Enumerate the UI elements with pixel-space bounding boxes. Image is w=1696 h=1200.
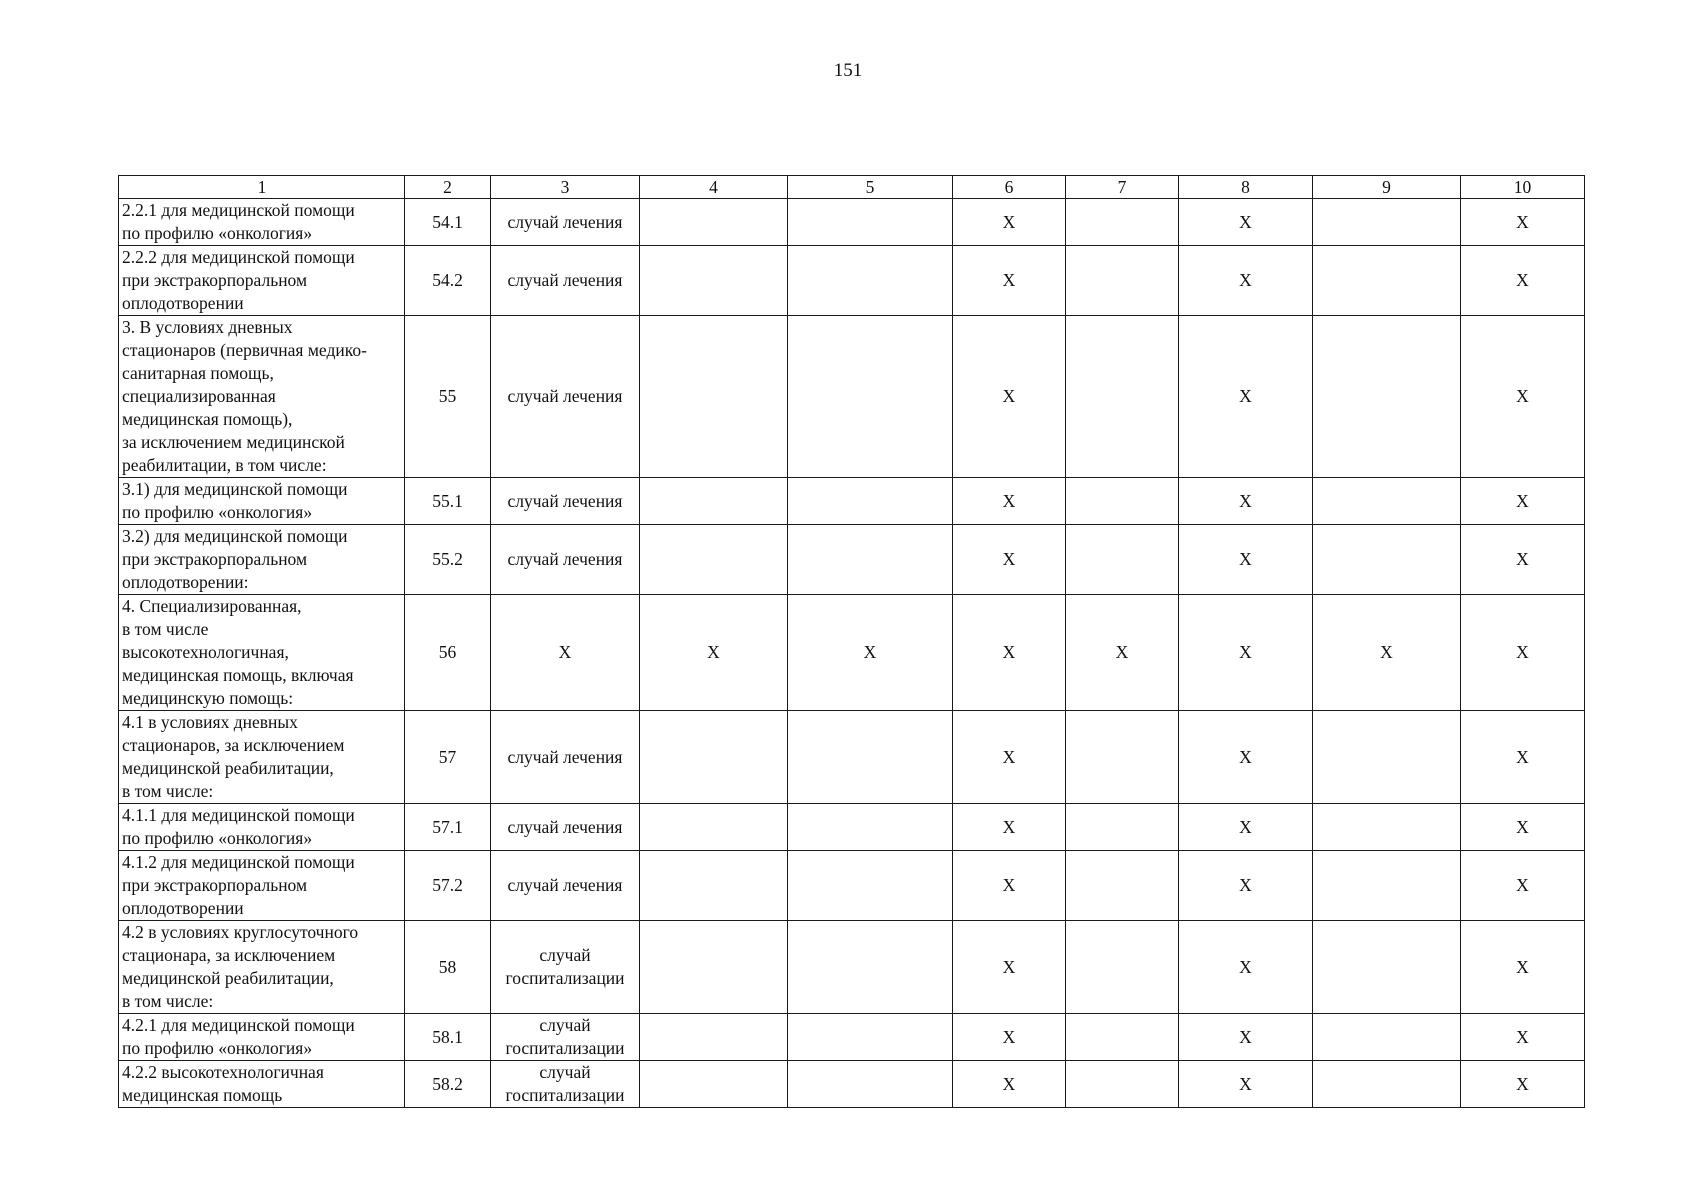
table-cell-col-10 [1461, 711, 1585, 804]
table-cell-col-3 [491, 1061, 640, 1108]
cell-text: X [1516, 211, 1529, 232]
cell-text: X [1516, 1073, 1529, 1094]
table-cell-col-1 [119, 851, 405, 921]
data-table [118, 175, 1585, 1108]
table-cell-col-7 [1066, 316, 1179, 478]
table-cell-col-2 [405, 316, 491, 478]
table-cell-col-2 [405, 525, 491, 595]
table-cell-col-3 [491, 921, 640, 1014]
cell-text: 2.2.2 для медицинской помощи при экстракорпоральном оплодотворении [122, 247, 355, 313]
cell-text: X [1002, 746, 1016, 767]
table-cell-col-9 [1313, 1014, 1461, 1061]
cell-text: X [1516, 549, 1529, 569]
table-cell-col-4 [640, 316, 788, 478]
table-cell-col-1 [119, 478, 405, 525]
table-cell-col-10 [1461, 1014, 1585, 1061]
table-cell-col-6 [953, 525, 1066, 595]
table-cell-col-7 [1066, 246, 1179, 316]
cell-text: X [1516, 386, 1529, 406]
table-cell-col-3 [491, 804, 640, 851]
table-cell-col-8 [1179, 595, 1313, 711]
table-cell-col-7 [1066, 804, 1179, 851]
table-cell-col-2 [405, 921, 491, 1014]
page-number: 151 [833, 60, 863, 81]
table-cell-col-10 [1461, 246, 1585, 316]
cell-text: X [1516, 270, 1529, 290]
table-cell-col-5 [788, 1061, 953, 1108]
table-cell-col-5 [788, 199, 953, 246]
table-cell-col-4 [640, 246, 788, 316]
cell-text: случай лечения [507, 490, 623, 511]
cell-text: X [1516, 956, 1529, 977]
cell-text: 4.2.2 высокотехнологичная медицинская помощь [122, 1062, 324, 1105]
table-row [119, 1061, 1585, 1108]
cell-text: X [558, 642, 572, 662]
table-cell-col-2 [405, 711, 491, 804]
table-cell-col-10 [1461, 851, 1585, 921]
table-cell-col-9 [1313, 1061, 1461, 1108]
cell-text: X [1239, 746, 1252, 767]
table-cell-col-9 [1313, 478, 1461, 525]
cell-text: X [1239, 1073, 1252, 1094]
cell-text: 4.1.1 для медицинской помощи по профилю «онкология» [122, 805, 355, 848]
header-cell-col-3: 3 [491, 176, 640, 199]
table-cell-col-10 [1461, 804, 1585, 851]
cell-text: 56 [438, 642, 457, 662]
table-cell-col-10 [1461, 316, 1585, 478]
cell-text: X [1516, 490, 1529, 511]
cell-text: 54.2 [432, 270, 463, 290]
cell-text: X [1239, 642, 1252, 662]
table-cell-col-1 [119, 246, 405, 316]
cell-text: случай лечения [507, 875, 623, 895]
table-cell-col-2 [405, 804, 491, 851]
table-cell-col-7 [1066, 478, 1179, 525]
table-cell-col-5 [788, 525, 953, 595]
cell-text: X [1239, 211, 1252, 232]
cell-text: X [1239, 386, 1252, 406]
table-cell-col-7 [1066, 921, 1179, 1014]
table-cell-col-10 [1461, 478, 1585, 525]
cell-text: случай госпитализации [505, 1015, 625, 1058]
cell-text: X [1516, 875, 1529, 895]
table-cell-col-7 [1066, 1014, 1179, 1061]
table-cell-col-7 [1066, 525, 1179, 595]
cell-text: 57.1 [432, 816, 463, 837]
table-cell-col-2 [405, 851, 491, 921]
table-cell-col-1 [119, 316, 405, 478]
table-cell-col-6 [953, 199, 1066, 246]
cell-text: случай лечения [507, 270, 623, 290]
table-cell-col-10 [1461, 595, 1585, 711]
header-cell-col-10: 10 [1461, 176, 1585, 199]
table-cell-col-6 [953, 804, 1066, 851]
cell-text: 58.1 [432, 1026, 463, 1047]
table-cell-col-1 [119, 595, 405, 711]
table-cell-col-8 [1179, 316, 1313, 478]
table-cell-col-3 [491, 316, 640, 478]
cell-text: 4.1.2 для медицинской помощи при экстракорпоральном оплодотворении [122, 852, 355, 918]
table-cell-col-4 [640, 478, 788, 525]
header-cell-col-1: 1 [119, 176, 405, 199]
cell-text: X [1239, 490, 1252, 511]
table-cell-col-10 [1461, 199, 1585, 246]
table-cell-col-9 [1313, 851, 1461, 921]
table-cell-col-6 [953, 316, 1066, 478]
table-cell-col-4 [640, 199, 788, 246]
cell-text: 55 [438, 386, 457, 406]
table-cell-col-8 [1179, 921, 1313, 1014]
table-row [119, 525, 1585, 595]
table-cell-col-3 [491, 478, 640, 525]
table-cell-col-8 [1179, 199, 1313, 246]
cell-text: 4.1 в условиях дневных стационаров, за исключением медицинской реабилитации, в том числе: [122, 712, 345, 801]
table-cell-col-4 [640, 921, 788, 1014]
table-cell-col-6 [953, 1014, 1066, 1061]
cell-text: X [1002, 1026, 1016, 1047]
header-cell-col-9: 9 [1313, 176, 1461, 199]
table-row [119, 804, 1585, 851]
table-cell-col-8 [1179, 246, 1313, 316]
cell-text: случай лечения [507, 816, 623, 837]
table-cell-col-1 [119, 199, 405, 246]
cell-text: случай госпитализации [505, 945, 625, 988]
table-cell-col-4 [640, 525, 788, 595]
table-cell-col-4 [640, 1061, 788, 1108]
table-cell-col-5 [788, 851, 953, 921]
cell-text: X [1516, 1026, 1529, 1047]
table-cell-col-7 [1066, 711, 1179, 804]
table-cell-col-5 [788, 478, 953, 525]
table-cell-col-1 [119, 711, 405, 804]
table-cell-col-1 [119, 1014, 405, 1061]
cell-text: 3. В условиях дневных стационаров (первичная медико- санитарная помощь, специализированная медицинская помощь), за исключением медицинской реабилитации, в том числе: [122, 317, 367, 475]
table-cell-col-6 [953, 478, 1066, 525]
cell-text: 4.2.1 для медицинской помощи по профилю «онкология» [122, 1015, 355, 1058]
cell-text: X [1002, 956, 1016, 977]
table-cell-col-4 [640, 851, 788, 921]
cell-text: X [1002, 816, 1016, 837]
table-cell-col-5 [788, 595, 953, 711]
cell-text: X [707, 642, 720, 662]
table-cell-col-5 [788, 921, 953, 1014]
table-cell-col-2 [405, 1014, 491, 1061]
cell-text: X [1516, 816, 1529, 837]
table-row [119, 595, 1585, 711]
table-cell-col-9 [1313, 199, 1461, 246]
table-cell-col-8 [1179, 851, 1313, 921]
table-cell-col-6 [953, 246, 1066, 316]
table-row [119, 711, 1585, 804]
table-cell-col-3 [491, 525, 640, 595]
table-cell-col-5 [788, 1014, 953, 1061]
cell-text: случай лечения [507, 211, 623, 232]
table-row [119, 478, 1585, 525]
header-cell-col-4: 4 [640, 176, 788, 199]
cell-text: X [1516, 642, 1529, 662]
table-cell-col-6 [953, 1061, 1066, 1108]
table-cell-col-1 [119, 525, 405, 595]
table-cell-col-10 [1461, 1061, 1585, 1108]
table-cell-col-5 [788, 246, 953, 316]
cell-text: 2.2.1 для медицинской помощи по профилю «онкология» [122, 200, 355, 243]
table-cell-col-8 [1179, 525, 1313, 595]
cell-text: 3.2) для медицинской помощи при экстракорпоральном оплодотворении: [122, 526, 348, 592]
table-header-row [119, 176, 1585, 199]
cell-text: 58.2 [432, 1073, 463, 1094]
table-cell-col-10 [1461, 921, 1585, 1014]
table-cell-col-6 [953, 711, 1066, 804]
cell-text: X [1002, 549, 1016, 569]
cell-text: 55.2 [432, 549, 463, 569]
cell-text: случай лечения [507, 549, 623, 569]
table-container [118, 175, 1585, 1108]
table-cell-col-3 [491, 246, 640, 316]
table-row [119, 316, 1585, 478]
header-cell-col-5: 5 [788, 176, 953, 199]
cell-text: X [1002, 490, 1016, 511]
table-row [119, 851, 1585, 921]
cell-text: 57.2 [432, 875, 463, 895]
cell-text: 57 [438, 746, 457, 767]
table-cell-col-9 [1313, 595, 1461, 711]
table-cell-col-5 [788, 804, 953, 851]
table-cell-col-9 [1313, 246, 1461, 316]
table-cell-col-4 [640, 711, 788, 804]
table-cell-col-5 [788, 316, 953, 478]
table-cell-col-3 [491, 199, 640, 246]
table-cell-col-4 [640, 1014, 788, 1061]
table-cell-col-2 [405, 246, 491, 316]
table-cell-col-7 [1066, 199, 1179, 246]
table-cell-col-4 [640, 804, 788, 851]
table-cell-col-1 [119, 1061, 405, 1108]
cell-text: случай госпитализации [505, 1062, 625, 1105]
cell-text: случай лечения [507, 386, 623, 406]
header-cell-col-2: 2 [405, 176, 491, 199]
cell-text: X [1239, 270, 1252, 290]
table-cell-col-3 [491, 711, 640, 804]
table-row [119, 246, 1585, 316]
cell-text: 3.1) для медицинской помощи по профилю «онкология» [122, 479, 348, 522]
table-cell-col-7 [1066, 1061, 1179, 1108]
table-cell-col-2 [405, 478, 491, 525]
table-body [119, 176, 1585, 1108]
table-cell-col-2 [405, 199, 491, 246]
cell-text: X [1239, 875, 1252, 895]
cell-text: 58 [438, 956, 457, 977]
table-cell-col-9 [1313, 921, 1461, 1014]
cell-text: X [863, 642, 877, 662]
cell-text: 55.1 [432, 490, 463, 511]
cell-text: X [1002, 1073, 1016, 1094]
cell-text: 54.1 [432, 211, 463, 232]
cell-text: X [1115, 642, 1129, 662]
table-cell-col-6 [953, 921, 1066, 1014]
table-cell-col-8 [1179, 711, 1313, 804]
cell-text: случай лечения [507, 746, 623, 767]
cell-text: X [1516, 746, 1529, 767]
table-cell-col-3 [491, 851, 640, 921]
table-cell-col-5 [788, 711, 953, 804]
table-cell-col-10 [1461, 525, 1585, 595]
table-cell-col-2 [405, 1061, 491, 1108]
table-cell-col-9 [1313, 711, 1461, 804]
cell-text: 4. Специализированная, в том числе высокотехнологичная, медицинская помощь, включая медицинскую помощь: [122, 596, 354, 708]
cell-text: X [1002, 386, 1016, 406]
cell-text: X [1239, 816, 1252, 837]
table-cell-col-9 [1313, 804, 1461, 851]
table-cell-col-4 [640, 595, 788, 711]
cell-text: X [1239, 1026, 1252, 1047]
table-row [119, 1014, 1585, 1061]
table-cell-col-6 [953, 851, 1066, 921]
cell-text: 4.2 в условиях круглосуточного стационара, за исключением медицинской реабилитации, в том числе: [122, 922, 359, 1011]
table-cell-col-8 [1179, 1014, 1313, 1061]
table-cell-col-6 [953, 595, 1066, 711]
cell-text: X [1002, 642, 1016, 662]
header-cell-col-7: 7 [1066, 176, 1179, 199]
header-cell-col-8: 8 [1179, 176, 1313, 199]
table-cell-col-3 [491, 1014, 640, 1061]
table-row [119, 199, 1585, 246]
table-cell-col-8 [1179, 478, 1313, 525]
header-cell-col-6: 6 [953, 176, 1066, 199]
table-cell-col-7 [1066, 851, 1179, 921]
table-cell-col-9 [1313, 316, 1461, 478]
cell-text: X [1002, 875, 1016, 895]
table-cell-col-7 [1066, 595, 1179, 711]
table-cell-col-3 [491, 595, 640, 711]
table-cell-col-8 [1179, 1061, 1313, 1108]
table-cell-col-9 [1313, 525, 1461, 595]
table-row [119, 921, 1585, 1014]
cell-text: X [1239, 549, 1252, 569]
table-cell-col-1 [119, 921, 405, 1014]
table-cell-col-2 [405, 595, 491, 711]
table-cell-col-8 [1179, 804, 1313, 851]
cell-text: X [1239, 956, 1252, 977]
cell-text: X [1002, 270, 1016, 290]
cell-text: X [1380, 642, 1393, 662]
table-cell-col-1 [119, 804, 405, 851]
cell-text: X [1002, 211, 1016, 232]
